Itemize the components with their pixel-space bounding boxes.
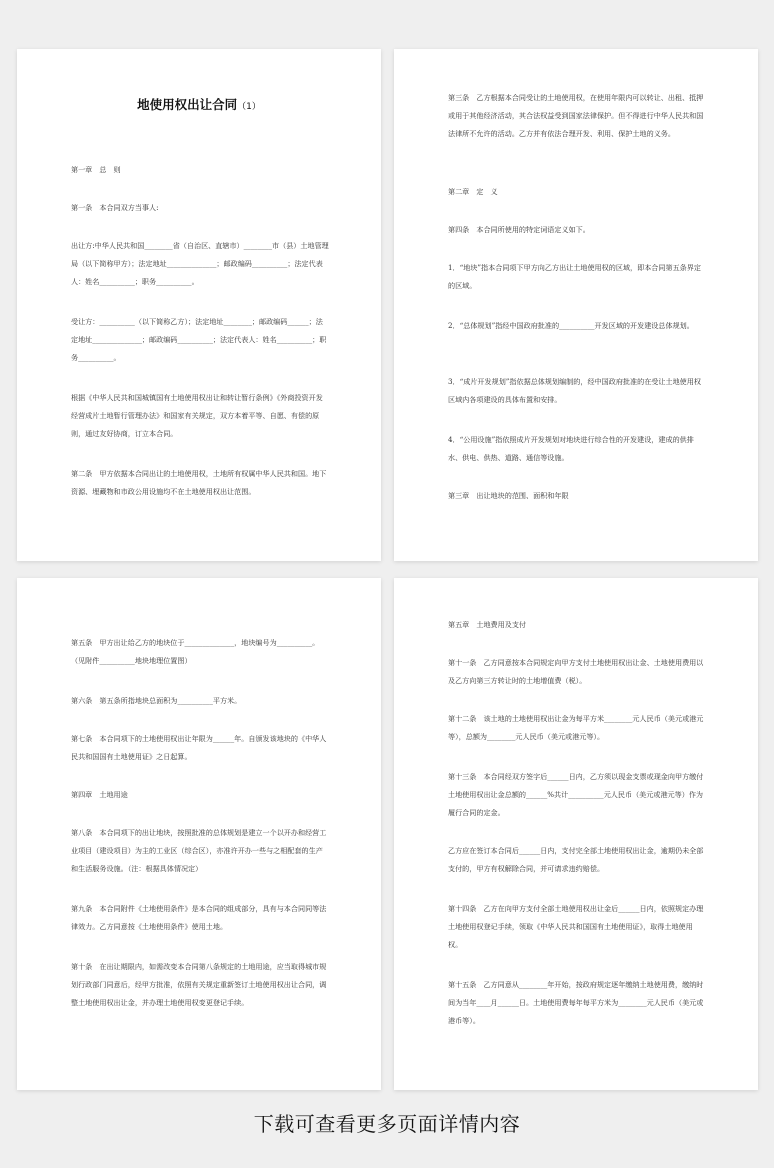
article-paragraph: 第二条 甲方依据本合同出让的土地使用权，土地所有权属中华人民共和国。地下资源、埋藏物和市政公用设施均不在土地使用权出让范围。	[71, 469, 327, 496]
document-page-3	[17, 578, 381, 1090]
article-paragraph: 第十一条 乙方同意按本合同规定向甲方支付土地使用权出让金、土地使用费用以及乙方向第三方转让时的土地增值费（税）。	[448, 658, 704, 685]
article-paragraph: 第五条 甲方出让给乙方的地块位于______________，地块编号为__________。（见附件__________地块地理位置图）	[71, 638, 320, 665]
article-paragraph: 乙方应在签订本合同后______日内，支付完全部土地使用权出让金，逾期仍未全部支付的，甲方有权解除合同，并可请求违约赔偿。	[448, 846, 704, 873]
article-paragraph: 第十条 在出让期限内，如需改变本合同第八条规定的土地用途，应当取得城市规划行政部门同意后，经甲方批准，依照有关规定重新签订土地使用权出让合同，调整土地使用权出让金，并办理土地使用权变更登记手续。	[71, 962, 327, 1007]
article-paragraph: 第四条 本合同所使用的特定词语定义如下。	[448, 225, 590, 234]
article-paragraph: 第十二条 该土地的土地使用权出让金为每平方米________元人民币（美元或港元等），总额为________元人民币（美元或港元等）。	[448, 714, 704, 741]
article-paragraph: 第十五条 乙方同意从________年开始，按政府规定逐年缴纳土地使用费，缴纳时间为当年____月______日。土地使用费每年每平方米为________元人民币（美元或港币等）。	[448, 980, 704, 1025]
article-paragraph: 根据《中华人民共和国城镇国有土地使用权出让和转让暂行条例》《外商投资开发经营成片土地暂行管理办法》和国家有关规定，双方本着平等、自愿、有偿的原则，通过友好协商，订立本合同。	[71, 393, 323, 438]
article-paragraph: 2．“总体规划”指经中国政府批准的__________开发区域的开发建设总体规划。	[448, 321, 694, 330]
document-page-4	[394, 578, 758, 1090]
chapter-heading: 第二章 定 义	[448, 187, 498, 196]
article-paragraph: 1．“地块”指本合同项下甲方向乙方出让土地使用权的区域，即本合同第五条界定的区域。	[448, 263, 701, 290]
article-paragraph: 第一条 本合同双方当事人:	[71, 203, 159, 212]
article-paragraph: 第七条 本合同项下的土地使用权出让年限为______年。自颁发该地块的《中华人民共和国国有土地使用证》之日起算。	[71, 734, 327, 761]
chapter-heading: 第五章 土地费用及支付	[448, 620, 527, 629]
article-paragraph: 第十四条 乙方在向甲方支付全部土地使用权出让金后______日内，依照规定办理土地使用权登记手续，领取《中华人民共和国国有土地使用证》，取得土地使用权。	[448, 904, 704, 949]
article-paragraph: 第三条 乙方根据本合同受让的土地使用权，在使用年限内可以转让、出租、抵押或用于其他经济活动，其合法权益受到国家法律保护。但不得进行中华人民共和国法律所不允许的活动。乙方并有依法合理开发、利用、保护土地的义务。	[448, 93, 704, 138]
article-paragraph: 4．“公用设施”指依照成片开发规划对地块进行综合性的开发建设，建成的供排水、供电、供热、道路、通信等设施。	[448, 435, 694, 462]
download-more-prompt[interactable]: 下载可查看更多页面详情内容	[253, 1112, 521, 1136]
article-paragraph: 第八条 本合同项下的出让地块，按照批准的总体规划是建立一个以开办和经营工业项目（建设项目）为主的工业区（综合区），亦准许开办一些与之相配套的生产和生活服务设施。（注：根据具体情况定）	[71, 828, 327, 873]
article-paragraph: 出让方:中华人民共和国________省（自治区、直辖市）________市（县）土地管理局（以下简称甲方）；法定地址______________；邮政编码__________；法定代表人：姓名__________；职务__________。	[71, 241, 329, 286]
article-paragraph: 3．“成片开发规划”指依据总体规划编制的，经中国政府批准的在受让土地使用权区域内各项建设的具体布置和安排。	[448, 377, 701, 404]
document-title	[17, 95, 381, 113]
document-title-suffix: （1）	[237, 102, 261, 112]
article-paragraph: 第九条 本合同附件《土地使用条件》是本合同的组成部分，具有与本合同同等法律效力。乙方同意按《土地使用条件》使用土地。	[71, 904, 327, 931]
chapter-heading: 第四章 土地用途	[71, 790, 128, 799]
article-paragraph: 第六条 第五条所指地块总面积为__________平方米。	[71, 696, 242, 705]
chapter-heading: 第三章 出让地块的范围、面积和年限	[448, 491, 569, 500]
document-page-2	[394, 49, 758, 561]
document-title-text: 地使用权出让合同	[137, 97, 238, 112]
chapter-heading: 第一章 总 则	[71, 165, 121, 174]
article-paragraph: 第十三条 本合同经双方签字后______日内，乙方须以现金支票或现金向甲方缴付土地使用权出让金总额的______%共计__________元人民币（美元或港元等）作为履行合同的定金。	[448, 772, 704, 817]
document-page-1	[17, 49, 381, 561]
article-paragraph: 受让方：__________（以下简称乙方）；法定地址________；邮政编码______；法定地址______________；邮政编码__________；法定代表人：姓名__________；职务__________。	[71, 317, 327, 362]
